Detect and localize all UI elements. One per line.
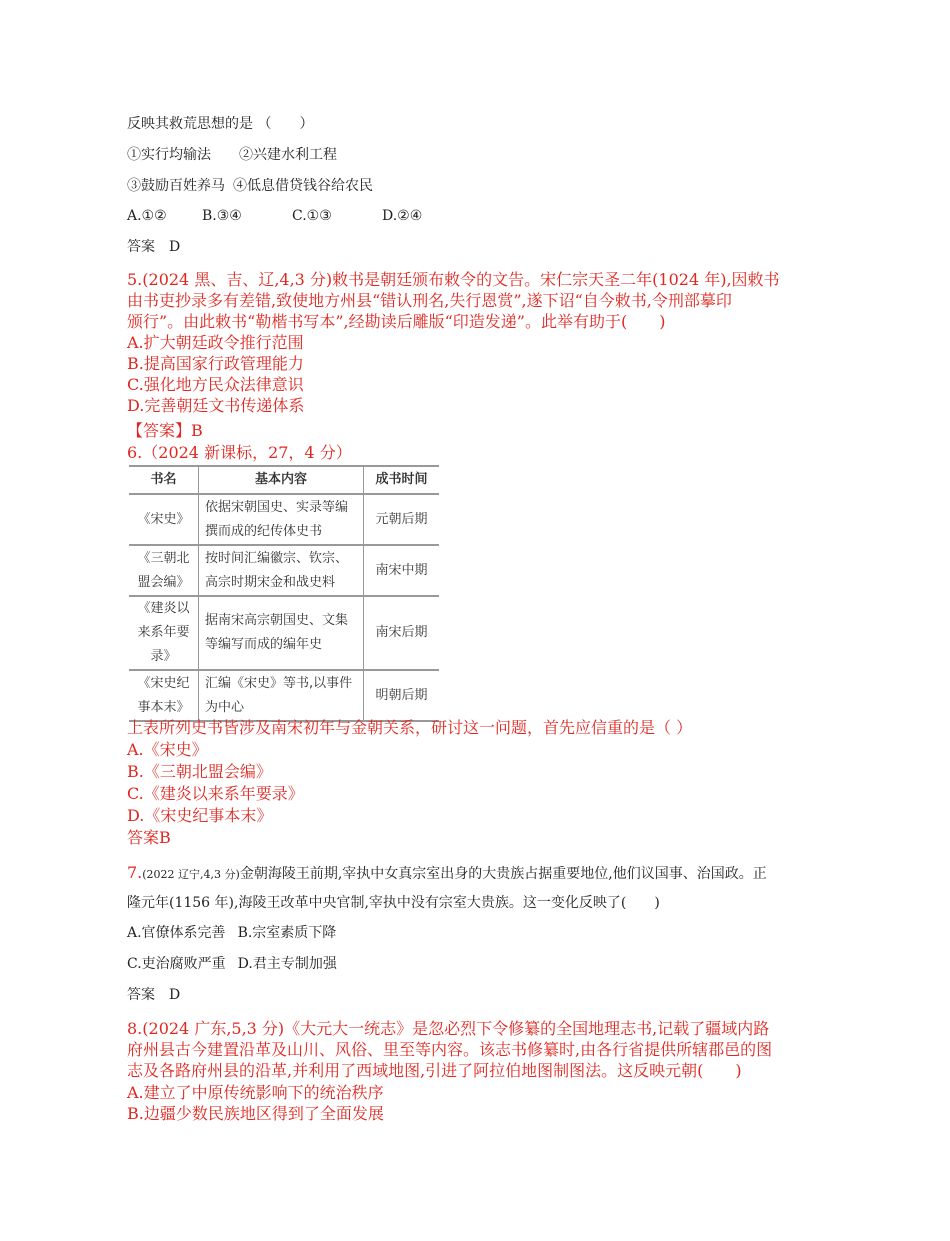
table-cell: 《宋史》 (129, 494, 199, 545)
table-cell: 《三朝北盟会编》 (129, 545, 199, 596)
table-header: 基本内容 (199, 466, 364, 494)
q6-option-b: B.《三朝北盟会编》 (127, 762, 272, 781)
q8-stem-line: 8.(2024 广东,5,3 分)《大元大一统志》是忽必烈下令修纂的全国地理志书,记载了疆域内路 (127, 1019, 770, 1038)
table-cell: 依据宋朝国史、实录等编撰而成的纪传体史书 (199, 494, 364, 545)
q4-item: ③鼓励百姓养马 (127, 178, 225, 194)
table-row (129, 494, 439, 545)
q8-option-b: B.边疆少数民族地区得到了全面发展 (127, 1104, 384, 1123)
q4-item: ②兴建水利工程 (239, 147, 337, 163)
table-header-row (129, 466, 439, 494)
table-header: 书名 (129, 466, 199, 494)
q5-stem-line: 颁行”。由此敕书“勒楷书写本”,经勘读后雕版“印造发递”。此举有助于( ) (127, 312, 666, 331)
table-cell: 南宋中期 (364, 545, 440, 596)
q4-answer: 答案 D (127, 239, 181, 255)
table-header: 成书时间 (364, 466, 440, 494)
q7-stem-line: 隆元年(1156 年),海陵王改革中央官制,宰执中没有宗室大贵族。这一变化反映了( ) (127, 895, 660, 911)
q7-options-row1 (127, 926, 336, 940)
table-row (129, 670, 439, 721)
q7-number: 7. (127, 863, 143, 882)
q8-option-a: A.建立了中原传统影响下的统治秩序 (127, 1083, 384, 1102)
table-cell: 明朝后期 (364, 670, 440, 721)
q5-stem-line: 由书吏抄录多有差错,致使地方州县“错认刑名,失行恩赏”,遂下诏“自今敕书,令刑部摹印 (127, 291, 732, 310)
q6-option-d: D.《宋史纪事本末》 (127, 806, 273, 825)
q4-item: ①实行均输法 (127, 147, 211, 163)
q5-option-d: D.完善朝廷文书传递体系 (127, 396, 305, 415)
q6-table (129, 465, 439, 722)
q5-stem-line: 5.(2024 黑、吉、辽,4,3 分)敕书是朝廷颁布敕令的文告。宋仁宗天圣二年(1024 年),因敕书 (127, 270, 780, 289)
table-cell: 按时间汇编徽宗、钦宗、高宗时期宋金和战史料 (199, 545, 364, 596)
q7-text: 金朝海陵王前期,宰执中女真宗室出身的大贵族占据重要地位,他们议国事、治国政。正 (239, 866, 767, 882)
q6-header: 6.（2024 新课标，27，4 分） (127, 443, 352, 462)
q6-stem: 上表所列史书皆涉及南宋初年与金朝关系，研讨这一问题，首先应信重的是（ ） (127, 718, 693, 737)
q6-option-a: A.《宋史》 (127, 740, 208, 759)
q4-item: ④低息借贷钱谷给农民 (233, 178, 373, 194)
q4-options (127, 209, 422, 223)
q7-option-a: A.官僚体系完善 (127, 925, 226, 941)
q5-answer: 【答案】B (127, 421, 203, 440)
q7-source: (2022 辽宁,4,3 分) (142, 868, 240, 881)
table-row (129, 596, 439, 670)
q8-stem-line: 府州县古今建置沿革及山川、风俗、里至等内容。该志书修纂时,由各行省提供所辖郡邑的图 (127, 1040, 773, 1059)
q7-options-row2 (127, 957, 337, 971)
q6-option-c: C.《建炎以来系年要录》 (127, 784, 304, 803)
q5-option-b: B.提高国家行政管理能力 (127, 354, 304, 373)
q8-stem-line: 志及各路府州县的沿革,并利用了西域地图,引进了阿拉伯地图制图法。这反映元朝( ) (127, 1061, 742, 1080)
table-row (129, 545, 439, 596)
q4-option-d: D.②④ (382, 208, 423, 224)
q5-option-c: C.强化地方民众法律意识 (127, 375, 304, 394)
table-cell: 据南宋高宗朝国史、文集等编写而成的编年史 (199, 596, 364, 670)
q4-items-row1 (127, 148, 337, 162)
q5-option-a: A.扩大朝廷政令推行范围 (127, 333, 304, 352)
q7-stem-line (127, 865, 767, 881)
table-cell: 《建炎以来系年要录》 (129, 596, 199, 670)
q7-answer: 答案 D (127, 987, 181, 1003)
q4-stem: 反映其救荒思想的是 （ ） (127, 116, 314, 132)
table-cell: 《宋史纪事本末》 (129, 670, 199, 721)
q7-option-b: B.宗室素质下降 (237, 925, 337, 941)
q4-option-a: A.①② (127, 208, 167, 224)
q7-option-c: C.吏治腐败严重 (127, 956, 226, 972)
q4-option-b: B.③④ (202, 208, 242, 224)
q4-items-row2 (127, 179, 373, 193)
q6-answer: 答案B (127, 828, 171, 847)
table-cell: 南宋后期 (364, 596, 440, 670)
q4-option-c: C.①③ (292, 208, 332, 224)
table-cell: 汇编《宋史》等书,以事件为中心 (199, 670, 364, 721)
table-cell: 元朝后期 (364, 494, 440, 545)
q7-option-d: D.君主专制加强 (237, 956, 337, 972)
